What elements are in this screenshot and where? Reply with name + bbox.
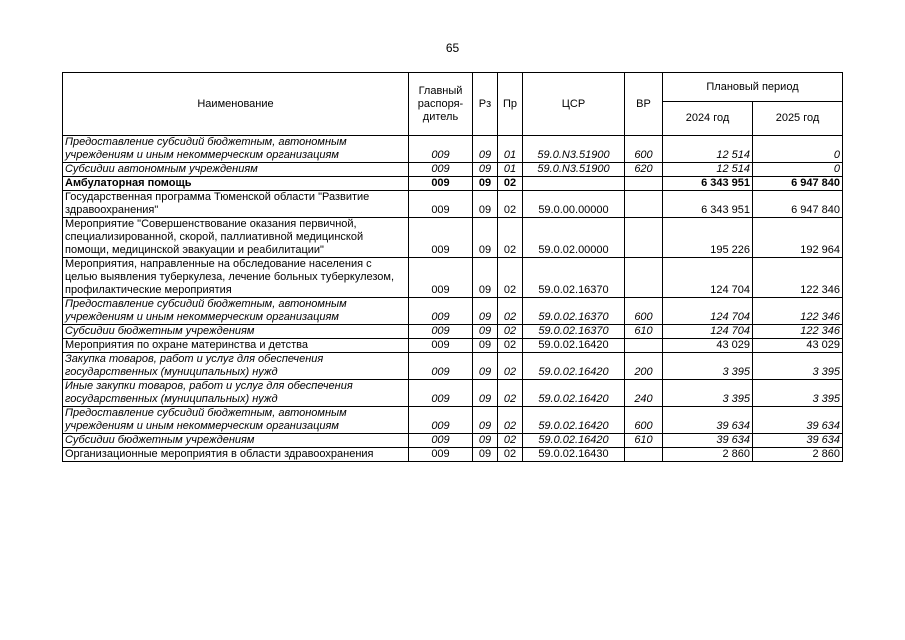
cell-name: Предоставление субсидий бюджетным, автономным учреждениям и иным некоммерческим организациям — [63, 407, 409, 434]
header-main-manager: Главный распоря-дитель — [409, 73, 473, 136]
cell-pr: 02 — [498, 258, 523, 298]
cell-2024: 124 704 — [663, 298, 753, 325]
cell-csr: 59.0.02.16420 — [523, 407, 625, 434]
cell-csr: 59.0.02.16420 — [523, 339, 625, 353]
table-row — [63, 258, 843, 298]
table-row — [63, 434, 843, 448]
cell-rz: 09 — [473, 325, 498, 339]
cell-2025: 122 346 — [753, 258, 843, 298]
cell-csr — [523, 177, 625, 191]
cell-2025: 0 — [753, 163, 843, 177]
cell-main-manager: 009 — [409, 339, 473, 353]
cell-rz: 09 — [473, 353, 498, 380]
cell-vr — [625, 448, 663, 462]
cell-rz: 09 — [473, 407, 498, 434]
cell-2024: 39 634 — [663, 434, 753, 448]
cell-2025: 39 634 — [753, 407, 843, 434]
cell-rz: 09 — [473, 218, 498, 258]
cell-vr — [625, 191, 663, 218]
header-vr: ВР — [625, 73, 663, 136]
cell-vr: 610 — [625, 434, 663, 448]
cell-2025: 43 029 — [753, 339, 843, 353]
cell-rz: 09 — [473, 136, 498, 163]
table-row — [63, 407, 843, 434]
cell-vr: 200 — [625, 353, 663, 380]
cell-name: Государственная программа Тюменской области "Развитие здравоохранения" — [63, 191, 409, 218]
cell-name: Предоставление субсидий бюджетным, автономным учреждениям и иным некоммерческим организациям — [63, 298, 409, 325]
cell-csr: 59.0.02.16420 — [523, 380, 625, 407]
header-year-2024: 2024 год — [663, 102, 753, 136]
cell-name: Предоставление субсидий бюджетным, автономным учреждениям и иным некоммерческим организациям — [63, 136, 409, 163]
cell-2024: 12 514 — [663, 136, 753, 163]
cell-vr — [625, 258, 663, 298]
table-row — [63, 298, 843, 325]
cell-vr: 600 — [625, 407, 663, 434]
cell-main-manager: 009 — [409, 448, 473, 462]
cell-pr: 01 — [498, 163, 523, 177]
cell-main-manager: 009 — [409, 218, 473, 258]
cell-csr: 59.0.N3.51900 — [523, 163, 625, 177]
cell-pr: 02 — [498, 177, 523, 191]
table-row — [63, 218, 843, 258]
cell-2024: 12 514 — [663, 163, 753, 177]
cell-csr: 59.0.02.16370 — [523, 298, 625, 325]
cell-main-manager: 009 — [409, 258, 473, 298]
cell-csr: 59.0.00.00000 — [523, 191, 625, 218]
cell-main-manager: 009 — [409, 407, 473, 434]
cell-csr: 59.0.02.16430 — [523, 448, 625, 462]
cell-2025: 3 395 — [753, 380, 843, 407]
cell-name: Субсидии автономным учреждениям — [63, 163, 409, 177]
header-name: Наименование — [63, 73, 409, 136]
cell-main-manager: 009 — [409, 434, 473, 448]
cell-pr: 02 — [498, 325, 523, 339]
cell-2025: 6 947 840 — [753, 191, 843, 218]
cell-2025: 39 634 — [753, 434, 843, 448]
table-row — [63, 191, 843, 218]
cell-vr: 240 — [625, 380, 663, 407]
cell-name: Организационные мероприятия в области здравоохранения — [63, 448, 409, 462]
cell-2024: 39 634 — [663, 407, 753, 434]
cell-name: Закупка товаров, работ и услуг для обеспечения государственных (муниципальных) нужд — [63, 353, 409, 380]
cell-name: Субсидии бюджетным учреждениям — [63, 325, 409, 339]
cell-rz: 09 — [473, 339, 498, 353]
cell-csr: 59.0.02.00000 — [523, 218, 625, 258]
cell-name: Мероприятие "Совершенствование оказания первичной, специализированной, скорой, паллиативной медицинской помощи, медицинской эвакуации и реабилитации" — [63, 218, 409, 258]
cell-name: Мероприятия, направленные на обследование населения с целью выявления туберкулеза, лечение больных туберкулезом, профилактические мероприятия — [63, 258, 409, 298]
cell-csr: 59.0.02.16420 — [523, 353, 625, 380]
cell-vr: 610 — [625, 325, 663, 339]
cell-pr: 02 — [498, 380, 523, 407]
header-csr: ЦСР — [523, 73, 625, 136]
cell-2025: 2 860 — [753, 448, 843, 462]
cell-2024: 2 860 — [663, 448, 753, 462]
page-number: 65 — [445, 41, 460, 55]
cell-2024: 124 704 — [663, 258, 753, 298]
table-row — [63, 380, 843, 407]
cell-name: Амбулаторная помощь — [63, 177, 409, 191]
cell-2024: 6 343 951 — [663, 191, 753, 218]
cell-vr — [625, 339, 663, 353]
cell-rz: 09 — [473, 380, 498, 407]
cell-csr: 59.0.02.16420 — [523, 434, 625, 448]
cell-pr: 02 — [498, 298, 523, 325]
cell-csr: 59.0.02.16370 — [523, 325, 625, 339]
cell-vr: 620 — [625, 163, 663, 177]
header-pr: Пр — [498, 73, 523, 136]
cell-2025: 192 964 — [753, 218, 843, 258]
cell-2025: 6 947 840 — [753, 177, 843, 191]
cell-2025: 122 346 — [753, 298, 843, 325]
cell-rz: 09 — [473, 258, 498, 298]
cell-main-manager: 009 — [409, 163, 473, 177]
cell-2024: 195 226 — [663, 218, 753, 258]
cell-main-manager: 009 — [409, 191, 473, 218]
cell-2024: 6 343 951 — [663, 177, 753, 191]
cell-pr: 02 — [498, 448, 523, 462]
cell-main-manager: 009 — [409, 136, 473, 163]
cell-2024: 43 029 — [663, 339, 753, 353]
cell-name: Иные закупки товаров, работ и услуг для обеспечения государственных (муниципальных) нужд — [63, 380, 409, 407]
table-row — [63, 136, 843, 163]
cell-vr — [625, 218, 663, 258]
cell-pr: 02 — [498, 407, 523, 434]
cell-rz: 09 — [473, 163, 498, 177]
cell-pr: 02 — [498, 434, 523, 448]
cell-pr: 02 — [498, 339, 523, 353]
cell-2024: 3 395 — [663, 380, 753, 407]
cell-main-manager: 009 — [409, 353, 473, 380]
cell-csr: 59.0.02.16370 — [523, 258, 625, 298]
cell-rz: 09 — [473, 298, 498, 325]
table-row — [63, 163, 843, 177]
table-row — [63, 448, 843, 462]
cell-rz: 09 — [473, 448, 498, 462]
cell-name: Мероприятия по охране материнства и детства — [63, 339, 409, 353]
header-planning-period: Плановый период — [663, 73, 843, 102]
cell-pr: 02 — [498, 353, 523, 380]
header-rz: Рз — [473, 73, 498, 136]
cell-2024: 124 704 — [663, 325, 753, 339]
cell-2025: 0 — [753, 136, 843, 163]
table-row — [63, 353, 843, 380]
cell-vr: 600 — [625, 298, 663, 325]
cell-main-manager: 009 — [409, 380, 473, 407]
cell-pr: 02 — [498, 191, 523, 218]
table-body — [63, 136, 843, 462]
cell-rz: 09 — [473, 434, 498, 448]
table-row — [63, 339, 843, 353]
cell-main-manager: 009 — [409, 177, 473, 191]
cell-vr: 600 — [625, 136, 663, 163]
cell-2025: 122 346 — [753, 325, 843, 339]
cell-main-manager: 009 — [409, 325, 473, 339]
cell-rz: 09 — [473, 191, 498, 218]
cell-vr — [625, 177, 663, 191]
cell-2024: 3 395 — [663, 353, 753, 380]
table-row — [63, 325, 843, 339]
cell-2025: 3 395 — [753, 353, 843, 380]
cell-pr: 01 — [498, 136, 523, 163]
cell-csr: 59.0.N3.51900 — [523, 136, 625, 163]
cell-pr: 02 — [498, 218, 523, 258]
table-row — [63, 177, 843, 191]
cell-rz: 09 — [473, 177, 498, 191]
cell-name: Субсидии бюджетным учреждениям — [63, 434, 409, 448]
budget-table — [62, 72, 843, 462]
cell-main-manager: 009 — [409, 298, 473, 325]
header-year-2025: 2025 год — [753, 102, 843, 136]
